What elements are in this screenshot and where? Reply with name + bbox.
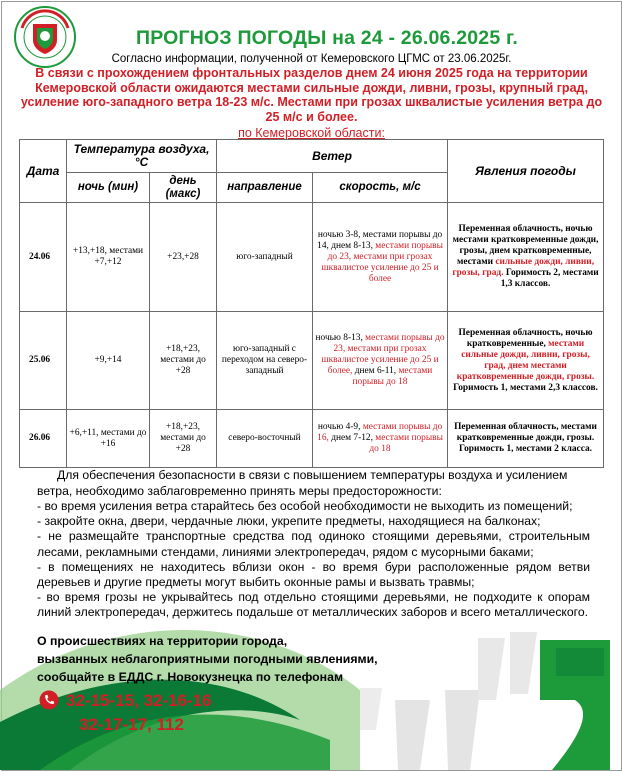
- gray-quote-1: [395, 700, 430, 770]
- report-line: сообщайте в ЕДДС г. Новокузнецка по телефонам: [37, 670, 344, 685]
- list-item: - не размещайте транспортные средства под одиноко стоящими деревьями, строительным лесами, рекламными стендами, линиями электропередач, рядом с мусорными баками;: [37, 529, 590, 559]
- row-day: +23,+28: [150, 203, 217, 312]
- row-direction: юго-западный с переходом на северо-западный: [217, 312, 313, 410]
- gray-quote-5: [360, 688, 382, 730]
- row-date: 24.06: [20, 203, 67, 312]
- phenomena-text: Горимость 1, местами 2 класса.: [458, 444, 593, 454]
- phenomena-text: Горимость 1, местами 2,3 классов.: [453, 382, 598, 393]
- list-item: - в помещениях не находитесь вблизи окон - во время бури расположенные рядом ветви деревьев и другие предметы могут выбить оконные рамы и вызвать травмы;: [37, 559, 590, 590]
- advice-list: [37, 499, 590, 621]
- emergency-phones: [66, 689, 212, 737]
- phenomena-text: Горимость 2, местами 1,3 классов.: [500, 268, 599, 289]
- table-row: [20, 410, 604, 468]
- speed-text: ночью 3-8, местами порывы до 14, днем 8-13,: [317, 229, 443, 251]
- phenomena-text: Переменная облачность, ночью местами кратковременные дожди, грозы, днем кратковременные, местами: [452, 224, 599, 267]
- row-speed: [313, 312, 448, 410]
- phenomena-warning: сильные дожди, ливни, грозы, град.: [452, 257, 595, 278]
- phone-line: 32-15-15, 32-16-16: [66, 691, 212, 710]
- speed-warning: местами порывы до 16,: [317, 422, 443, 443]
- header-direction: направление: [217, 173, 313, 203]
- row-night: +6,+11, местами до +16: [67, 410, 150, 468]
- speed-warning: местами порывы до 23, местами при грозах шквалистое усиление до 25 и более,: [321, 333, 445, 376]
- report-line: О происшествиях на территории города,: [37, 634, 288, 648]
- header-temperature: Температура воздуха, °С: [67, 140, 217, 173]
- report-notice: [37, 632, 457, 687]
- speed-text: ночью 8-13,: [315, 333, 366, 343]
- speed-text: ночью 4-9,: [317, 422, 363, 432]
- speed-text: днем 7-12,: [328, 433, 376, 443]
- row-day: +18,+23, местами до +28: [150, 410, 217, 468]
- phone-line: 32-17-17, 112: [79, 715, 184, 734]
- phenomena-text: Переменная облачность, ночью кратковременные,: [458, 327, 593, 349]
- row-night: +13,+18, местами +7,+12: [67, 203, 150, 312]
- row-phenomena: [448, 410, 604, 468]
- list-item: - во время усиления ветра старайтесь без особой необходимости не выходить из помещений;: [37, 499, 573, 513]
- advice-intro: Для обеспечения безопасности в связи с повышением температуры воздуха и усилением ветра, необходимо заблаговременно принять меры предосторожности:: [37, 468, 568, 498]
- header-day: день (макс): [150, 173, 217, 203]
- table-row: [20, 203, 604, 312]
- list-item: - закройте окна, двери, чердачные люки, укрепите предметы, находящиеся на балконах;: [37, 514, 541, 529]
- speed-warning: местами порывы до 18: [369, 433, 443, 454]
- header-phenomena: Явления погоды: [448, 140, 604, 203]
- row-phenomena: [448, 312, 604, 410]
- row-phenomena: [448, 203, 604, 312]
- phenomena-text: Переменная облачность, местами кратковременные дожди, грозы.: [454, 422, 597, 443]
- gray-quote-2: [445, 690, 480, 770]
- header-wind: Ветер: [217, 140, 448, 173]
- row-day: +18,+23, местами до +28: [150, 312, 217, 410]
- row-speed: [313, 410, 448, 468]
- row-direction: юго-западный: [217, 203, 313, 312]
- page-title: ПРОГНОЗ ПОГОДЫ на 24 - 26.06.2025 г.: [135, 27, 519, 49]
- speed-warning: местами порывы до 18: [352, 366, 433, 387]
- gray-quote-4: [510, 632, 537, 694]
- header-night: ночь (мин): [67, 173, 150, 203]
- header-speed: скорость, м/с: [313, 173, 448, 203]
- phone-icon: [39, 690, 59, 710]
- gray-quote-3: [478, 638, 505, 700]
- row-speed: [313, 203, 448, 312]
- table-row: [20, 312, 604, 410]
- row-date: 26.06: [20, 410, 67, 468]
- report-line: вызванных неблагоприятными погодными явлениями,: [37, 652, 378, 667]
- speed-text: днем 6-11,: [352, 366, 399, 376]
- forecast-table: [19, 139, 604, 468]
- speed-warning: местами порывы до 23, местами при грозах шквалистое усиление до 25 и более: [321, 240, 443, 284]
- region-heading: по Кемеровской области:: [238, 126, 385, 140]
- weather-alert: В связи с прохождением фронтальных разделов днем 24 июня 2025 года на территории Кемеровской области ожидаются местами сильные дожди, ливни, грозы, крупный град, усиление юго-западного ветра 18-23 м/с. Местами при грозах шквалистые усиления ветра до 25 м/с и более.: [20, 66, 603, 124]
- header-date: Дата: [20, 140, 67, 203]
- phenomena-warning: местами сильные дожди, ливни, грозы, град, днем местами кратковременные дожди, грозы.: [456, 338, 595, 382]
- row-direction: северо-восточный: [217, 410, 313, 468]
- row-date: 25.06: [20, 312, 67, 410]
- list-item: - во время грозы не укрывайтесь под отдельно стоящими деревьями, не подходите к опорам линий электропередач, держитесь подальше от металлических заборов и всего металлического.: [37, 590, 590, 620]
- source-note: Согласно информации, полученной от Кемеровского ЦГМС от 23.06.2025г.: [111, 53, 512, 65]
- row-night: +9,+14: [67, 312, 150, 410]
